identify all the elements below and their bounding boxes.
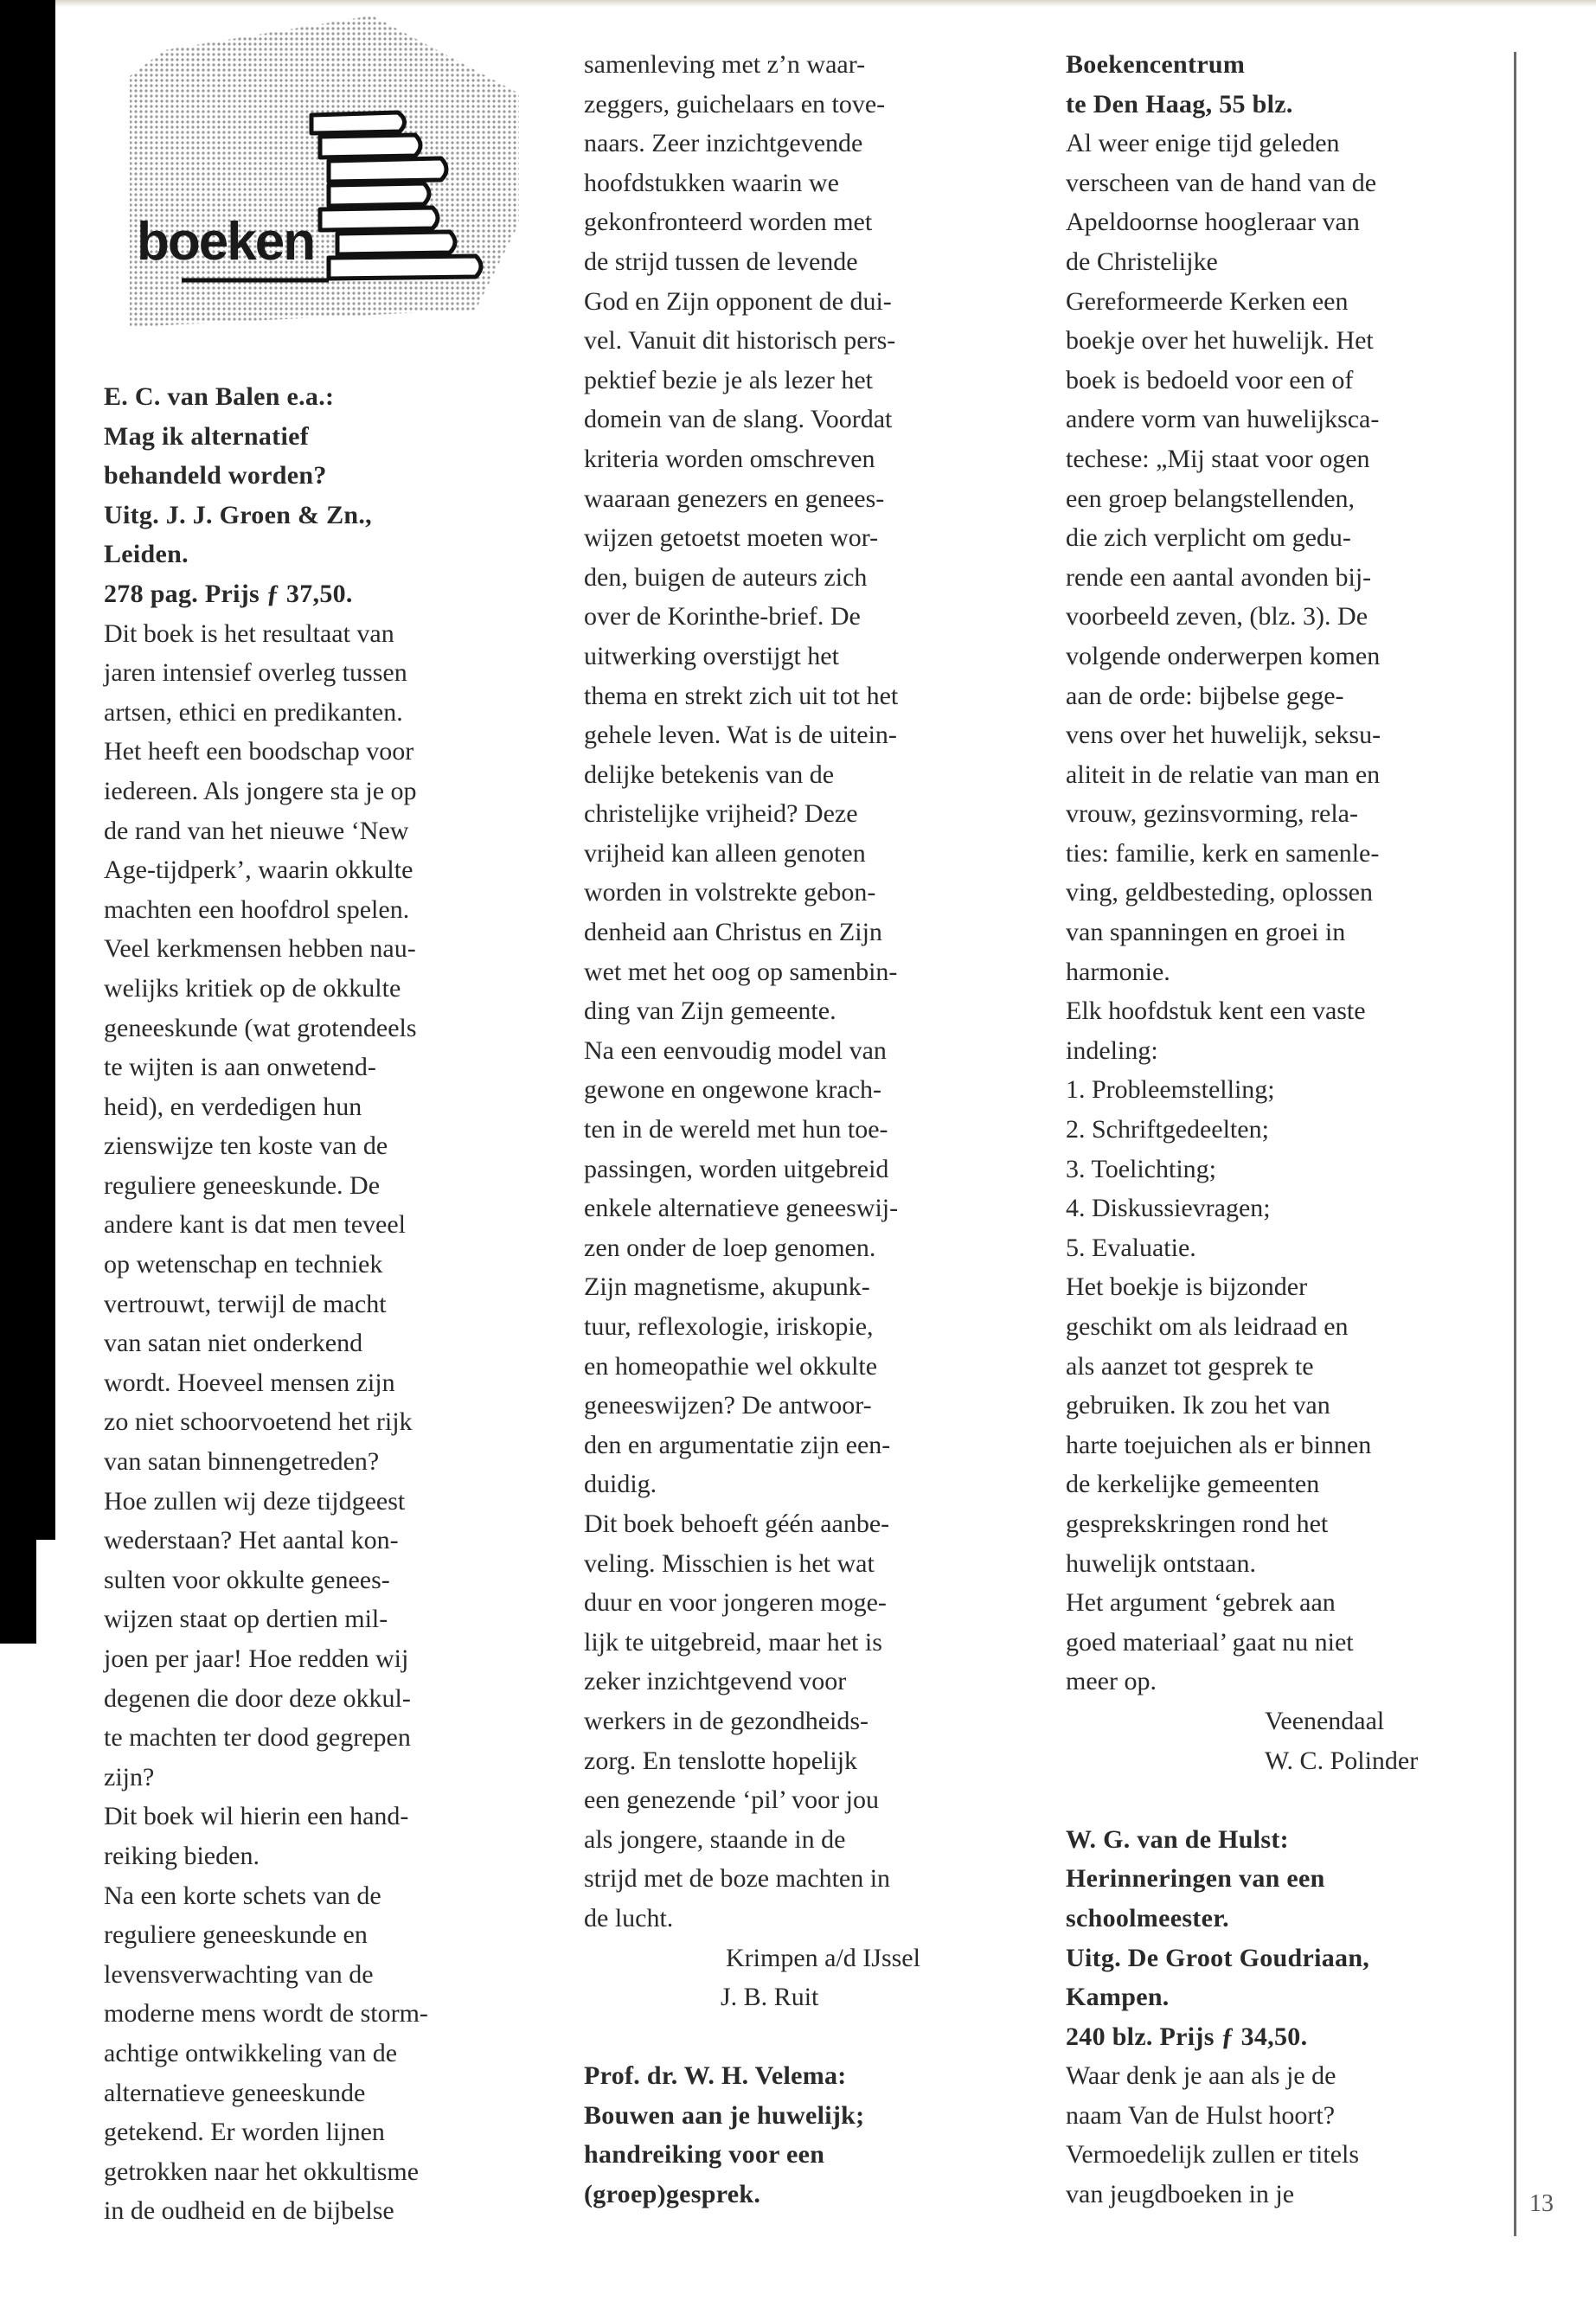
text-line: pektief bezie je als lezer het xyxy=(584,365,873,394)
heading-line: Mag ik alternatief xyxy=(104,421,310,451)
text-line: Dit boek wil hierin een hand- xyxy=(104,1802,409,1831)
text-line: van jeugdboeken in je xyxy=(1066,2180,1295,2209)
text-line: volgende onderwerpen komen xyxy=(1066,641,1381,670)
text-line: zo niet schoorvoetend het rijk xyxy=(104,1407,413,1437)
heading-line: handreiking voor een xyxy=(584,2140,825,2170)
text-line: iedereen. Als jongere sta je op xyxy=(104,776,417,805)
text-line: Vermoedelijk zullen er titels xyxy=(1066,2140,1360,2170)
review1-body xyxy=(104,614,554,2231)
heading-line: 240 blz. Prijs ƒ 34,50. xyxy=(1066,2022,1308,2051)
review1-heading xyxy=(104,377,554,614)
heading-line: Boekencentrum xyxy=(1066,50,1246,79)
text-line: getrokken naar het okkultisme xyxy=(104,2157,420,2186)
text-line: reguliere geneeskunde. De xyxy=(104,1170,381,1200)
heading-line: Prof. dr. W. H. Velema: xyxy=(584,2061,847,2091)
text-line: boek is bedoeld voor een of xyxy=(1066,365,1354,394)
text-line: vel. Vanuit dit historisch pers- xyxy=(584,326,896,356)
text-line: goed materiaal’ gaat nu niet xyxy=(1066,1627,1354,1657)
text-line: de Christelijke xyxy=(1066,247,1218,276)
text-line: zorg. En tenslotte hopelijk xyxy=(584,1746,858,1775)
scan-edge-left-tail xyxy=(0,1540,36,1644)
text-line: ties: familie, kerk en samenle- xyxy=(1066,838,1380,868)
section-title: boeken xyxy=(137,212,315,272)
text-line: samenleving met z’n waar- xyxy=(584,50,866,79)
text-line: wijzen staat op dertien mil- xyxy=(104,1605,388,1634)
heading-line: Uitg. De Groot Goudriaan, xyxy=(1066,1943,1370,1972)
text-line: thema en strekt zich uit tot het xyxy=(584,681,899,710)
text-line: denheid aan Christus en Zijn xyxy=(584,918,882,947)
text-line: moderne mens wordt de storm- xyxy=(104,1999,428,2029)
heading-line: te Den Haag, 55 blz. xyxy=(1066,89,1293,119)
list-item: 5. Evaluatie. xyxy=(1066,1233,1196,1262)
text-line: den en argumentatie zijn een- xyxy=(584,1430,891,1459)
heading-line: Leiden. xyxy=(104,540,189,569)
text-line: meer op. xyxy=(1066,1667,1157,1696)
text-line: Hoe zullen wij deze tijdgeest xyxy=(104,1486,406,1516)
text-line: vrouw, gezinsvorming, rela- xyxy=(1066,799,1358,829)
text-line: als aanzet tot gesprek te xyxy=(1066,1351,1314,1381)
spacer xyxy=(584,2017,1038,2057)
text-line: wijzen getoetst moeten wor- xyxy=(584,523,879,553)
text-line: machten een hoofdrol spelen. xyxy=(104,894,410,924)
text-line: rende een aantal avonden bij- xyxy=(1066,562,1372,592)
text-line: Apeldoornse hoogleraar van xyxy=(1066,208,1360,237)
text-line: geneeskunde (wat grotendeels xyxy=(104,1013,417,1042)
review3-heading xyxy=(1066,1820,1516,2057)
text-line: aan de orde: bijbelse gege- xyxy=(1066,681,1344,710)
review3-body xyxy=(1066,2056,1516,2214)
text-line: over de Korinthe-brief. De xyxy=(584,602,861,631)
text-line: andere vorm van huwelijksca- xyxy=(1066,405,1380,434)
heading-line: schoolmeester. xyxy=(1066,1903,1229,1932)
text-line: vertrouwt, terwijl de macht xyxy=(104,1289,387,1318)
text-line: God en Zijn opponent de dui- xyxy=(584,286,892,316)
text-line: Gereformeerde Kerken een xyxy=(1066,286,1349,316)
text-line: geschikt om als leidraad en xyxy=(1066,1312,1349,1341)
text-line: lijk te uitgebreid, maar het is xyxy=(584,1627,882,1657)
column-rule xyxy=(1514,52,1516,2236)
text-line: te wijten is aan onwetend- xyxy=(104,1053,376,1082)
text-line: Het heeft een boodschap voor xyxy=(104,737,414,766)
scan-edge-top xyxy=(55,0,1596,7)
text-line: getekend. Er worden lijnen xyxy=(104,2118,385,2147)
text-line: Waar denk je aan als je de xyxy=(1066,2061,1336,2091)
text-line: Na een korte schets van de xyxy=(104,1881,381,1910)
text-line: ten in de wereld met hun toe- xyxy=(584,1115,888,1144)
text-line: duidig. xyxy=(584,1470,657,1499)
text-line: joen per jaar! Hoe redden wij xyxy=(104,1644,409,1673)
text-line: Dit boek is het resultaat van xyxy=(104,619,394,648)
text-line: hoofdstukken waarin we xyxy=(584,168,839,197)
text-line: reiking bieden. xyxy=(104,1841,260,1870)
text-line: tuur, reflexologie, iriskopie, xyxy=(584,1312,874,1341)
review2-heading-continued xyxy=(1066,45,1516,124)
text-line: zeggers, guichelaars en tove- xyxy=(584,89,886,119)
text-line: Zijn magnetisme, akupunk- xyxy=(584,1272,870,1302)
text-line: domein van de slang. Voordat xyxy=(584,405,893,434)
text-line: wordt. Hoeveel mensen zijn xyxy=(104,1368,395,1397)
heading-line: (groep)gesprek. xyxy=(584,2180,761,2209)
text-line: Dit boek behoeft géén aanbe- xyxy=(584,1509,890,1538)
column-2 xyxy=(584,45,1038,2214)
section-logo xyxy=(112,16,528,362)
review1-signature-name: J. B. Ruit xyxy=(721,1983,819,2012)
text-line: gesprekskringen rond het xyxy=(1066,1509,1329,1538)
text-line: Al weer enige tijd geleden xyxy=(1066,129,1340,158)
text-line: Het argument ‘gebrek aan xyxy=(1066,1588,1336,1618)
heading-line: Kampen. xyxy=(1066,1983,1170,2012)
text-line: kriteria worden omschreven xyxy=(584,444,875,473)
text-line: welijks kritiek op de okkulte xyxy=(104,973,401,1003)
text-line: vens over het huwelijk, seksu- xyxy=(1066,721,1381,750)
text-line: den, buigen de auteurs zich xyxy=(584,562,868,592)
text-line: van satan binnengetreden? xyxy=(104,1447,380,1477)
text-line: christelijke vrijheid? Deze xyxy=(584,799,858,829)
text-line: voorbeeld zeven, (blz. 3). De xyxy=(1066,602,1368,631)
text-line: vrijheid kan alleen genoten xyxy=(584,838,866,868)
text-line: zienswijze ten koste van de xyxy=(104,1131,388,1161)
text-line: jaren intensief overleg tussen xyxy=(104,658,407,688)
text-line: wet met het oog op samenbin- xyxy=(584,957,898,986)
text-line: enkele alternatieve geneeswij- xyxy=(584,1194,899,1223)
text-line: in de oudheid en de bijbelse xyxy=(104,2196,394,2226)
text-line: de strijd tussen de levende xyxy=(584,247,858,276)
column-1 xyxy=(104,377,554,2231)
text-line: een groep belangstellenden, xyxy=(1066,484,1356,513)
text-line: de kerkelijke gemeenten xyxy=(1066,1470,1320,1499)
text-line: worden in volstrekte gebon- xyxy=(584,878,876,907)
text-line: sulten voor okkulte genees- xyxy=(104,1565,390,1594)
text-line: werkers in de gezondheids- xyxy=(584,1706,869,1735)
spacer xyxy=(1066,1780,1516,1820)
text-line: huwelijk ontstaan. xyxy=(1066,1548,1256,1578)
text-line: delijke betekenis van de xyxy=(584,760,835,789)
text-line: aliteit in de relatie van man en xyxy=(1066,760,1381,789)
text-line: gehele leven. Wat is de uitein- xyxy=(584,721,897,750)
text-line: naars. Zeer inzichtgevende xyxy=(584,129,863,158)
text-line: techese: „Mij staat voor ogen xyxy=(1066,444,1370,473)
text-line: zeker inzichtgevend voor xyxy=(584,1667,847,1696)
text-line: Age-tijdperk’, waarin okkulte xyxy=(104,856,413,885)
heading-line: behandeld worden? xyxy=(104,461,327,490)
text-line: uitwerking overstijgt het xyxy=(584,641,839,670)
text-line: gekonfronteerd worden met xyxy=(584,208,873,237)
text-line: waaraan genezers en genees- xyxy=(584,484,885,513)
text-line: de rand van het nieuwe ‘New xyxy=(104,816,409,845)
text-line: ding van Zijn gemeente. xyxy=(584,997,836,1026)
text-line: andere kant is dat men teveel xyxy=(104,1210,407,1240)
page-number: 13 xyxy=(1529,2190,1554,2217)
heading-line: W. G. van de Hulst: xyxy=(1066,1824,1289,1854)
text-line: wederstaan? Het aantal kon- xyxy=(104,1526,399,1555)
text-line: geneeswijzen? De antwoor- xyxy=(584,1391,872,1420)
text-line: strijd met de boze machten in xyxy=(584,1864,891,1894)
review2-body xyxy=(1066,124,1516,1702)
text-line: te machten ter dood gegrepen xyxy=(104,1723,411,1753)
text-line: en homeopathie wel okkulte xyxy=(584,1351,878,1381)
text-line: van satan niet onderkend xyxy=(104,1329,363,1358)
list-item: 4. Diskussievragen; xyxy=(1066,1194,1271,1223)
review1-body-continued xyxy=(584,45,1038,1939)
text-line: duur en voor jongeren moge- xyxy=(584,1588,887,1618)
text-line: veling. Misschien is het wat xyxy=(584,1548,875,1578)
text-line: de lucht. xyxy=(584,1903,674,1932)
list-item: 3. Toelichting; xyxy=(1066,1154,1216,1183)
text-line: op wetenschap en techniek xyxy=(104,1250,383,1279)
review2-heading xyxy=(584,2056,1038,2214)
text-line: ving, geldbesteding, oplossen xyxy=(1066,878,1373,907)
text-line: als jongere, staande in de xyxy=(584,1824,846,1854)
text-line: verscheen van de hand van de xyxy=(1066,168,1377,197)
review2-signature-name: W. C. Polinder xyxy=(1265,1746,1419,1775)
heading-line: E. C. van Balen e.a.: xyxy=(104,382,335,411)
text-line: Het boekje is bijzonder xyxy=(1066,1272,1308,1302)
heading-line: 278 pag. Prijs ƒ 37,50. xyxy=(104,579,353,608)
text-line: artsen, ethici en predikanten. xyxy=(104,697,403,727)
text-line: Veel kerkmensen hebben nau- xyxy=(104,934,416,964)
column-3 xyxy=(1066,45,1516,2214)
text-line: harmonie. xyxy=(1066,957,1170,986)
text-line: harte toejuichen als er binnen xyxy=(1066,1430,1372,1459)
text-line: een genezende ‘pil’ voor jou xyxy=(584,1785,879,1815)
review1-signature-place: Krimpen a/d IJssel xyxy=(726,1943,920,1972)
text-line: achtige ontwikkeling van de xyxy=(104,2038,398,2067)
text-line: gebruiken. Ik zou het van xyxy=(1066,1391,1330,1420)
text-line: Elk hoofdstuk kent een vaste xyxy=(1066,997,1366,1026)
text-line: levensverwachting van de xyxy=(104,1959,374,1989)
text-line: degenen die door deze okkul- xyxy=(104,1683,411,1713)
text-line: van spanningen en groei in xyxy=(1066,918,1346,947)
text-line: indeling: xyxy=(1066,1035,1158,1065)
text-line: zijn? xyxy=(104,1762,155,1791)
list-item: 1. Probleemstelling; xyxy=(1066,1075,1275,1105)
text-line: naam Van de Hulst hoort? xyxy=(1066,2100,1336,2130)
text-line: die zich verplicht om gedu- xyxy=(1066,523,1351,553)
heading-line: Bouwen aan je huwelijk; xyxy=(584,2100,865,2130)
text-line: alternatieve geneeskunde xyxy=(104,2078,366,2107)
text-line: boekje over het huwelijk. Het xyxy=(1066,326,1374,356)
review2-signature-place: Veenendaal xyxy=(1265,1706,1385,1735)
text-line: Na een eenvoudig model van xyxy=(584,1035,887,1065)
text-line: gewone en ongewone krach- xyxy=(584,1075,882,1105)
heading-line: Herinneringen van een xyxy=(1066,1864,1325,1894)
scan-edge-left xyxy=(0,0,55,1540)
text-line: passingen, worden uitgebreid xyxy=(584,1154,889,1183)
list-item: 2. Schriftgedeelten; xyxy=(1066,1115,1269,1144)
heading-line: Uitg. J. J. Groen & Zn., xyxy=(104,500,372,529)
text-line: zen onder de loep genomen. xyxy=(584,1233,876,1262)
text-line: heid), en verdedigen hun xyxy=(104,1092,362,1121)
text-line: reguliere geneeskunde en xyxy=(104,1920,368,1950)
